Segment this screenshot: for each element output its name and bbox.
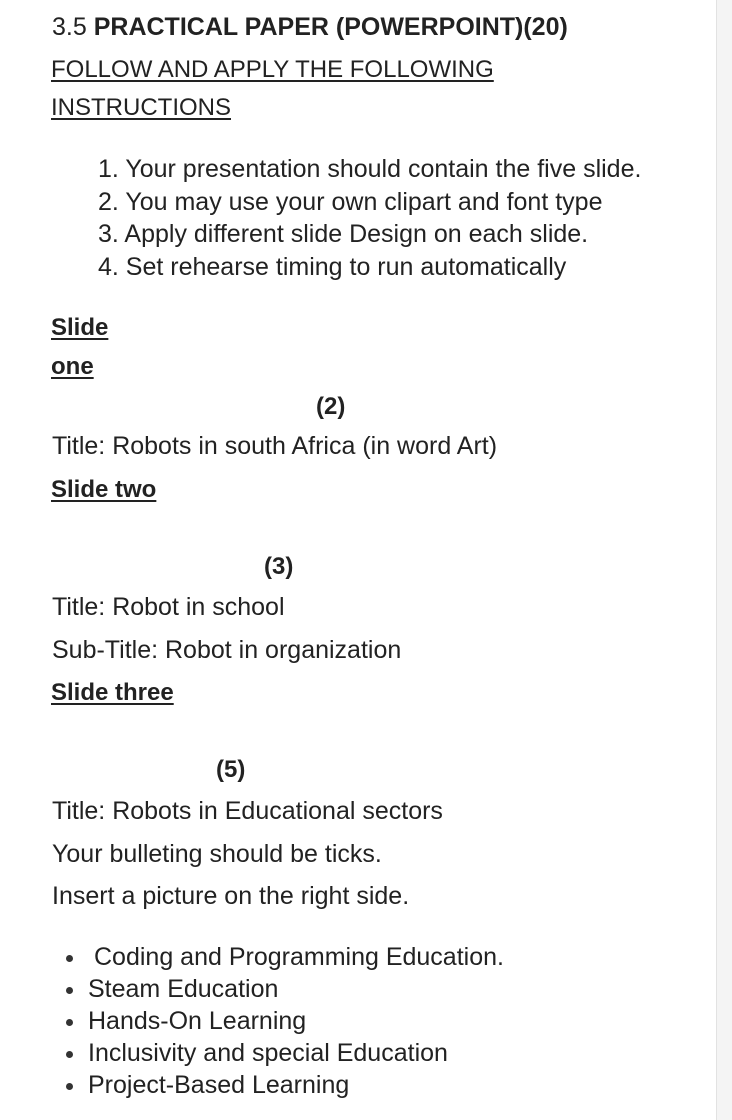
bullet-item: Coding and Programming Education. <box>60 941 504 973</box>
bullet-item: Project-Based Learning <box>60 1069 504 1101</box>
slide-three-title: Title: Robots in Educational sectors <box>52 797 443 825</box>
slide-three-note-picture: Insert a picture on the right side. <box>52 882 410 910</box>
slide-two-marks: (3) <box>264 553 294 580</box>
slide-one-marks: (2) <box>316 393 346 420</box>
slide-one-heading-line2: one <box>51 353 94 380</box>
slide-three-bullet-list <box>60 941 504 1101</box>
slide-two-title: Title: Robot in school <box>52 593 285 621</box>
section-number: 3.5 <box>52 13 87 41</box>
instruction-item: 3. Apply different slide Design on each slide. <box>98 220 589 248</box>
instructions-header-line1: FOLLOW AND APPLY THE FOLLOWING <box>51 56 494 83</box>
instruction-item: 4. Set rehearse timing to run automatically <box>98 252 567 281</box>
slide-one-heading-line1: Slide <box>51 314 109 341</box>
bullet-item: Hands-On Learning <box>60 1005 504 1037</box>
bullet-item: Inclusivity and special Education <box>60 1037 504 1069</box>
instructions-list <box>98 153 641 283</box>
slide-one-title: Title: Robots in south Africa (in word Art) <box>52 432 498 460</box>
slide-two-heading: Slide two <box>51 476 157 503</box>
slide-three-marks: (5) <box>216 756 246 783</box>
slide-two-subtitle: Sub-Title: Robot in organization <box>52 636 402 664</box>
instructions-header-line2: INSTRUCTIONS <box>51 94 231 121</box>
instruction-item: 1. Your presentation should contain the five slide. <box>98 155 642 183</box>
bullet-item: Steam Education <box>60 973 504 1005</box>
instruction-item: 2. You may use your own clipart and font type <box>98 187 603 216</box>
section-title: PRACTICAL PAPER (POWERPOINT)(20) <box>93 13 568 41</box>
slide-three-note-bulleting: Your bulleting should be ticks. <box>52 840 382 868</box>
section-heading <box>52 10 568 44</box>
slide-three-heading: Slide three <box>51 679 174 706</box>
